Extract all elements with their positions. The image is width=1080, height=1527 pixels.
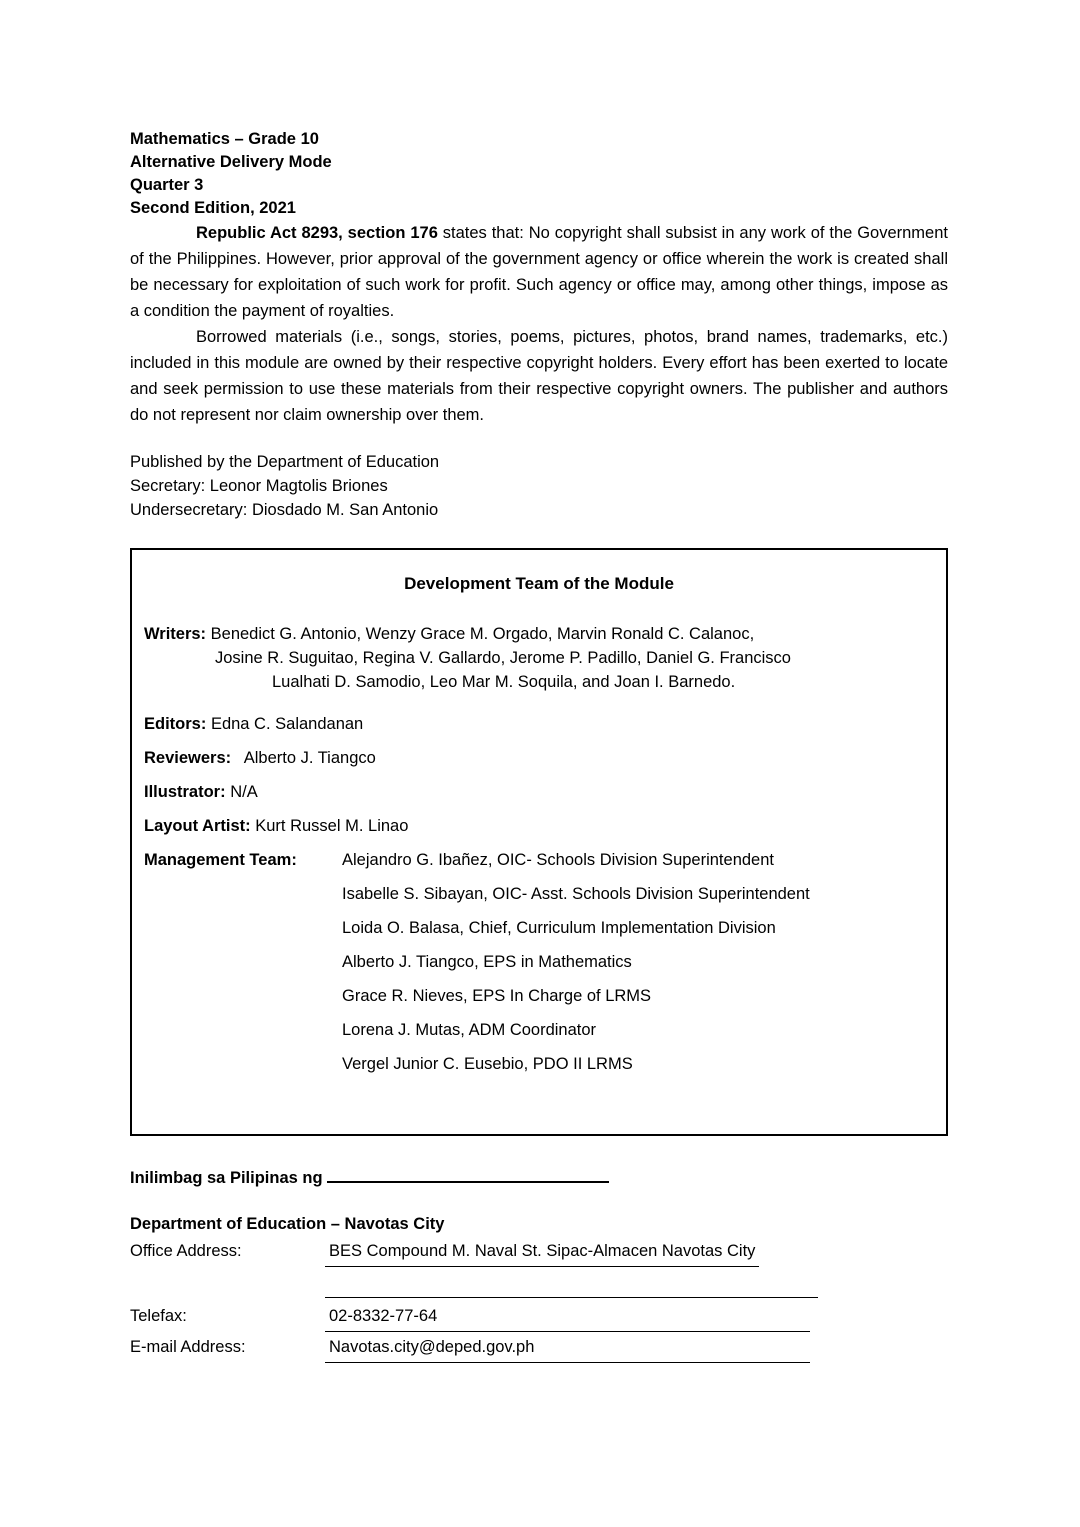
secretary-line: Secretary: Leonor Magtolis Briones [130,477,388,495]
module-edition: Second Edition, 2021 [130,199,296,217]
illustrator-label: Illustrator: [144,783,226,801]
writers-line-1 [144,622,934,646]
development-team-box [130,548,948,1136]
published-by-line: Published by the Department of Education [130,453,440,471]
reviewers-entry [144,746,934,770]
illustrator-entry [144,780,934,804]
module-header [130,128,948,220]
development-team-title: Development Team of the Module [404,574,674,593]
department-title: Department of Education – Navotas City [130,1215,445,1233]
writers-line-2: Josine R. Suguitao, Regina V. Gallardo, Jerome P. Padillo, Daniel G. Francisco [215,649,791,667]
printed-in-line [130,1166,948,1190]
management-team-row-1 [144,848,934,872]
copyright-paragraph-1-text: states that: No copyright shall subsist in any work of the Government of the Philippines. However, prior approval of the government agency or office wherein the work is created shall be necessary for exploitation of such work for profit. Such agency or office may, among other things, impose as a condition the payment of royalties. [130,224,948,320]
module-quarter: Quarter 3 [130,176,204,194]
management-team-row-3: Loida O. Balasa, Chief, Curriculum Implementation Division [342,919,776,937]
undersecretary-line: Undersecretary: Diosdado M. San Antonio [130,501,439,519]
editors-label: Editors: [144,715,207,733]
management-member: Alejandro G. Ibañez, OIC- Schools Division Superintendent [342,851,774,869]
telefax-label: Telefax: [130,1307,187,1325]
office-address-blank-line [325,1267,818,1298]
management-team-block [144,848,934,1076]
management-team-row-5: Grace R. Nieves, EPS In Charge of LRMS [342,987,652,1005]
writers-names-1: Benedict G. Antonio, Wenzy Grace M. Orgado, Marvin Ronald C. Calanoc, [210,625,755,643]
layout-artist-value: Kurt Russel M. Linao [255,817,409,835]
email-value: Navotas.city@deped.gov.ph [325,1334,810,1363]
copyright-paragraph-2: Borrowed materials (i.e., songs, stories, poems, pictures, photos, brand names, trademarks, etc.) included in this module are owned by their respective copyright holders. Every effort has been exerted to locate and seek permission to use these materials from their respective copyright owners. The publisher and authors do not represent nor claim ownership over them. [130,328,948,424]
writers-line-3: Lualhati D. Samodio, Leo Mar M. Soquila, and Joan I. Barnedo. [272,673,736,691]
printed-in-label: Inilimbag sa Pilipinas ng [130,1169,323,1187]
editors-entry [144,712,934,736]
management-team-row-4: Alberto J. Tiangco, EPS in Mathematics [342,953,632,971]
illustrator-value: N/A [230,783,258,801]
office-address-row [130,1238,948,1267]
publisher-block [130,450,948,522]
writers-label: Writers: [144,625,207,643]
layout-artist-entry [144,814,934,838]
management-team-label: Management Team: [144,851,297,869]
reviewers-label: Reviewers: [144,749,232,767]
telefax-row [130,1303,948,1332]
office-address-label: Office Address: [130,1242,242,1260]
copyright-paragraph-1 [130,220,948,324]
layout-artist-label: Layout Artist: [144,817,251,835]
office-address-value: BES Compound M. Naval St. Sipac-Almacen Navotas City [325,1238,759,1267]
module-subtitle: Alternative Delivery Mode [130,153,332,171]
module-title: Mathematics – Grade 10 [130,130,319,148]
reviewers-value: Alberto J. Tiangco [243,749,376,767]
management-team-row-2: Isabelle S. Sibayan, OIC- Asst. Schools Division Superintendent [342,885,810,903]
editors-value: Edna C. Salandanan [210,715,364,733]
email-label: E-mail Address: [130,1338,246,1356]
republic-act-label: Republic Act 8293, section 176 [196,224,438,242]
management-team-row-7: Vergel Junior C. Eusebio, PDO II LRMS [342,1055,633,1073]
telefax-value: 02-8332-77-64 [325,1303,810,1332]
email-row [130,1334,948,1363]
management-team-row-6: Lorena J. Mutas, ADM Coordinator [342,1021,597,1039]
printer-blank-line [327,1167,609,1183]
writers-block [144,622,934,694]
